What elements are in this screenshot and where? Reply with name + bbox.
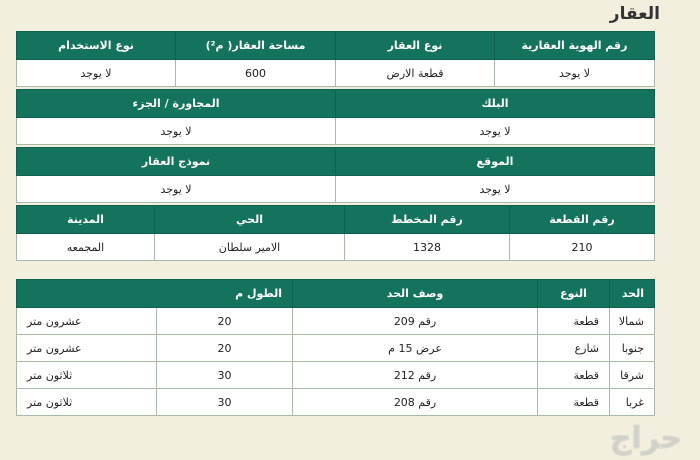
header-city: المدينة [17,206,155,234]
plot-info-table [16,205,655,261]
header-row [17,32,655,60]
boundary-length: 30 [157,362,293,389]
section-title: العقار [609,4,660,24]
value-plot-number: 210 [510,234,655,261]
value-usage-type: لا يوجد [17,60,176,87]
value-row [17,118,655,145]
value-property-area: 600 [176,60,336,87]
header-property-id: رقم الهوية العقارية [495,32,655,60]
boundary-length-words: ثلاثون متر [17,389,157,416]
value-property-id: لا يوجد [495,60,655,87]
boundary-length-words: ثلاثون متر [17,362,157,389]
value-row [17,234,655,261]
value-neighborhood-part: لا يوجد [17,118,336,145]
value-plan-number: 1328 [345,234,510,261]
block-neighborhood-table [16,89,655,145]
value-block: لا يوجد [336,118,655,145]
boundary-length: 30 [157,389,293,416]
header-row [17,206,655,234]
header-boundary: الحد [610,280,655,308]
value-property-type: قطعة الارض [336,60,495,87]
boundary-description: رقم 208 [293,389,538,416]
header-district: الحي [155,206,345,234]
table-row [17,335,655,362]
boundary-type: قطعة [538,362,610,389]
boundary-length: 20 [157,308,293,335]
header-length: الطول م [17,280,293,308]
header-plot-number: رقم القطعة [510,206,655,234]
boundary-type: قطعة [538,308,610,335]
boundary-description: عرض 15 م [293,335,538,362]
boundaries-header-row [17,280,655,308]
boundary-direction: جنوبا [610,335,655,362]
header-location: الموقع [336,148,655,176]
boundary-type: قطعة [538,389,610,416]
header-usage-type: نوع الاستخدام [17,32,176,60]
header-property-area: مساحة العقار( م²) [176,32,336,60]
table-row [17,389,655,416]
table-row [17,308,655,335]
property-info-table [16,31,655,87]
table-row [17,362,655,389]
boundary-direction: غربا [610,389,655,416]
boundary-length: 20 [157,335,293,362]
header-boundary-description: وصف الحد [293,280,538,308]
boundary-type: شارع [538,335,610,362]
header-property-type: نوع العقار [336,32,495,60]
boundary-direction: شرقا [610,362,655,389]
value-city: المجمعه [17,234,155,261]
value-row [17,176,655,203]
header-row [17,148,655,176]
boundary-direction: شمالا [610,308,655,335]
boundaries-table [16,279,655,416]
value-property-model: لا يوجد [17,176,336,203]
header-row [17,90,655,118]
watermark-logo: حراج [609,421,682,456]
header-block: البلك [336,90,655,118]
value-district: الامير سلطان [155,234,345,261]
header-type: النوع [538,280,610,308]
location-model-table [16,147,655,203]
value-location: لا يوجد [336,176,655,203]
boundary-description: رقم 212 [293,362,538,389]
boundary-description: رقم 209 [293,308,538,335]
header-property-model: نموذج العقار [17,148,336,176]
value-row [17,60,655,87]
header-neighborhood-part: المجاورة / الجزء [17,90,336,118]
boundary-length-words: عشرون متر [17,308,157,335]
header-plan-number: رقم المخطط [345,206,510,234]
boundary-length-words: عشرون متر [17,335,157,362]
